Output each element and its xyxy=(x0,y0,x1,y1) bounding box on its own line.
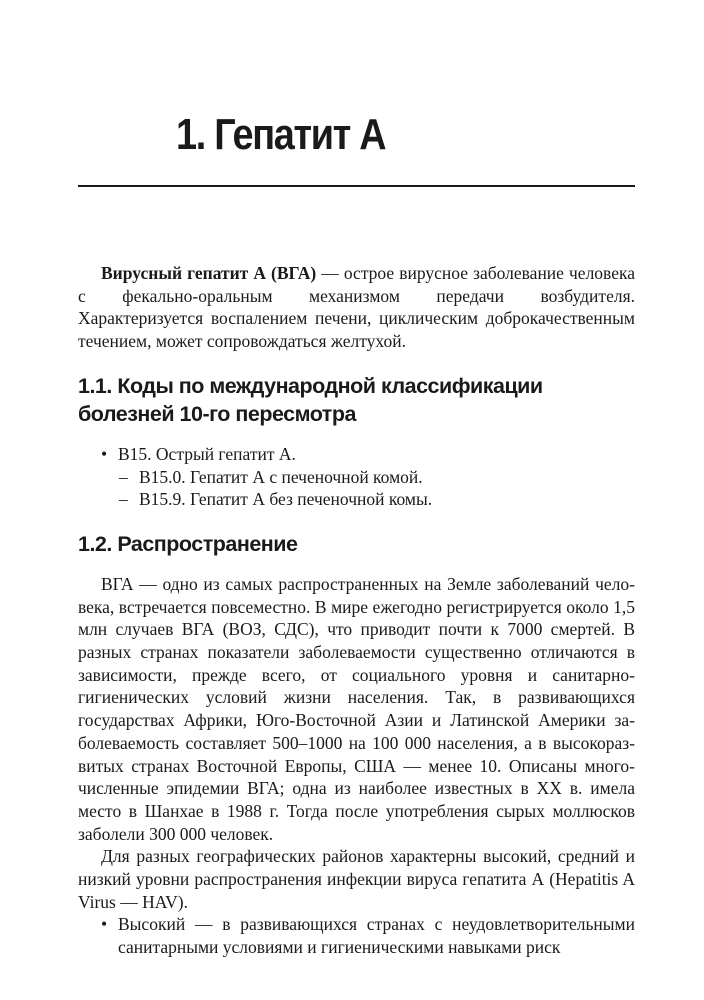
distribution-paragraph: ВГА — одно из самых распространенных на Земле заболеваний человека, встречается повсеместно. В мире ежегодно регистрируется около 1,5 млн случаев ВГА (ВОЗ, СДС), что приводит почти к 7000 смертей. В разных странах показатели заболеваемости существенно отличаются в зависимости, прежде всего, от социального уровня и санитарно-гигиенических условий жизни населения. Так, в развивающихся государствах Африки, Юго-Восточной Азии и Латинской Америки заболеваемость составляет 500–1000 на 100 000 населения, а в высокоразвитых странах Восточной Европы, США — менее 10. Описаны многочисленные эпидемии ВГА; одна из наиболее известных в XX в. имела место в Шанхае в 1988 г. Тогда после употребления сырых моллюсков заболели 300 000 человек. xyxy=(78,573,635,844)
bullet-marker: • xyxy=(101,914,108,935)
page-content xyxy=(78,262,635,959)
icd-code-text: B15. Острый гепатит А. xyxy=(118,443,296,464)
icd-code-text: B15.0. Гепатит А с печеночной комой. xyxy=(139,466,423,487)
icd-code-subitem xyxy=(78,488,635,511)
geography-paragraph: Для разных географических районов характерны высокий, средний и низкий уровни распространения инфекции вируса гепатита А (Hepatitis A Virus — HAV). xyxy=(78,846,635,912)
icd-code-list xyxy=(78,443,635,511)
intro-term: Вирусный гепатит А (ВГА) xyxy=(101,263,317,283)
list-item-text: Высокий — в развивающихся странах с неудовлетворительными санитарными условиями и гигиеническими навыками риск xyxy=(118,914,635,958)
section-heading-icd-codes: 1.1. Коды по международной классификации болезней 10-го пересмотра xyxy=(78,373,543,426)
bullet-marker: • xyxy=(101,443,108,464)
title-divider xyxy=(78,185,635,187)
section-heading-distribution: 1.2. Распространение xyxy=(78,531,298,556)
intro-paragraph xyxy=(78,262,635,353)
icd-code-item xyxy=(78,443,635,466)
dash-marker: – xyxy=(119,489,128,510)
dash-marker: – xyxy=(119,466,128,487)
icd-code-text: B15.9. Гепатит А без печеночной комы. xyxy=(139,489,433,510)
intro-text: — острое вирусное заболевание человека с фекально-оральным механизмом передачи возбудителя. Характеризуется воспалением печени, циклическим доброкачественным течением, может сопровождаться желтухой. xyxy=(78,263,635,352)
list-item xyxy=(78,913,635,958)
chapter-title: 1. Гепатит А xyxy=(176,110,386,159)
icd-code-subitem xyxy=(78,466,635,489)
